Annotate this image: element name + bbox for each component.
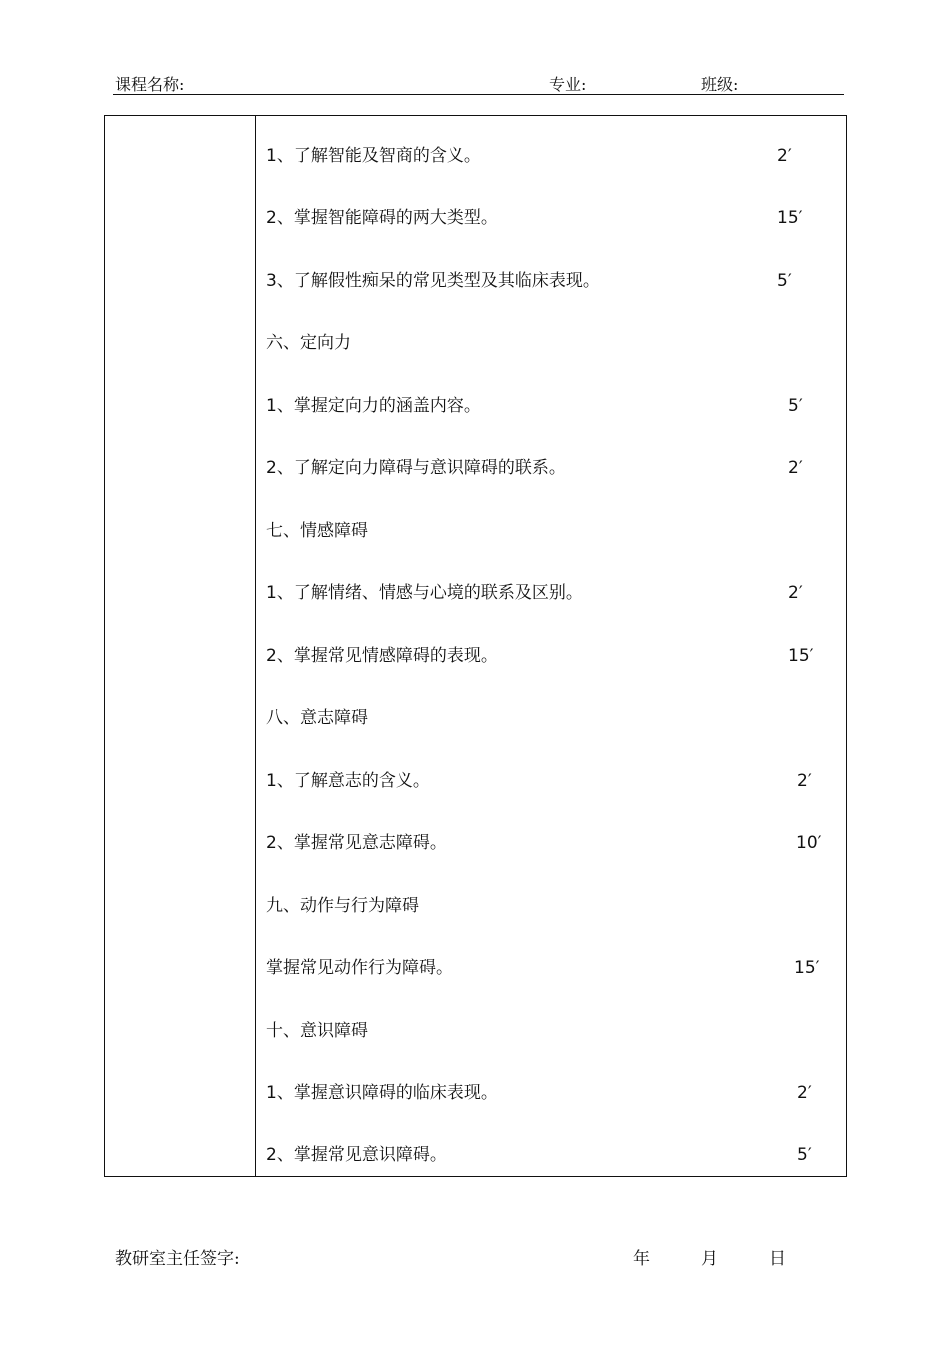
table-content-column	[256, 116, 846, 1176]
section-heading	[256, 516, 846, 546]
section-title: 十、意识障碍	[266, 1021, 368, 1041]
page-header	[113, 70, 844, 95]
item-score: 5′	[788, 396, 803, 416]
month-label: 月	[701, 1249, 718, 1269]
syllabus-table	[104, 115, 847, 1177]
section-title: 七、情感障碍	[266, 521, 368, 541]
table-left-column	[105, 116, 256, 1176]
class-label: 班级:	[701, 75, 739, 94]
item-score: 10′	[796, 833, 822, 853]
item-text: 2、掌握智能障碍的两大类型。	[266, 208, 498, 228]
year-label: 年	[633, 1249, 650, 1269]
item-text: 2、掌握常见意志障碍。	[266, 833, 447, 853]
list-item	[256, 953, 846, 983]
major-label: 专业:	[549, 75, 587, 94]
list-item	[256, 453, 846, 483]
item-score: 5′	[777, 271, 792, 291]
list-item	[256, 1078, 846, 1108]
section-title: 八、意志障碍	[266, 708, 368, 728]
item-score: 2′	[797, 1083, 812, 1103]
item-score: 2′	[797, 771, 812, 791]
item-score: 15′	[788, 646, 814, 666]
list-item	[256, 766, 846, 796]
section-heading	[256, 891, 846, 921]
item-text: 1、掌握定向力的涵盖内容。	[266, 396, 481, 416]
director-signature-label: 教研室主任签字:	[115, 1249, 240, 1269]
item-score: 2′	[777, 146, 792, 166]
section-heading	[256, 328, 846, 358]
item-score: 2′	[788, 583, 803, 603]
list-item	[256, 141, 846, 171]
item-text: 1、了解智能及智商的含义。	[266, 146, 481, 166]
item-text: 2、掌握常见意识障碍。	[266, 1145, 447, 1165]
section-heading	[256, 1016, 846, 1046]
list-item	[256, 391, 846, 421]
item-text: 3、了解假性痴呆的常见类型及其临床表现。	[266, 271, 600, 291]
list-item	[256, 203, 846, 233]
section-title: 九、动作与行为障碍	[266, 896, 419, 916]
list-item	[256, 1140, 846, 1170]
item-text: 1、了解情绪、情感与心境的联系及区别。	[266, 583, 583, 603]
item-text: 2、掌握常见情感障碍的表现。	[266, 646, 498, 666]
item-score: 15′	[794, 958, 820, 978]
course-name-label: 课程名称:	[115, 75, 185, 94]
section-heading	[256, 703, 846, 733]
list-item	[256, 641, 846, 671]
list-item	[256, 828, 846, 858]
section-title: 六、定向力	[266, 333, 351, 353]
page-footer	[113, 1244, 844, 1268]
item-text: 掌握常见动作行为障碍。	[266, 958, 453, 978]
item-score: 5′	[797, 1145, 812, 1165]
item-text: 1、掌握意识障碍的临床表现。	[266, 1083, 498, 1103]
list-item	[256, 578, 846, 608]
item-score: 15′	[777, 208, 803, 228]
item-score: 2′	[788, 458, 803, 478]
list-item	[256, 266, 846, 296]
day-label: 日	[769, 1249, 786, 1269]
item-text: 1、了解意志的含义。	[266, 771, 430, 791]
item-text: 2、了解定向力障碍与意识障碍的联系。	[266, 458, 566, 478]
